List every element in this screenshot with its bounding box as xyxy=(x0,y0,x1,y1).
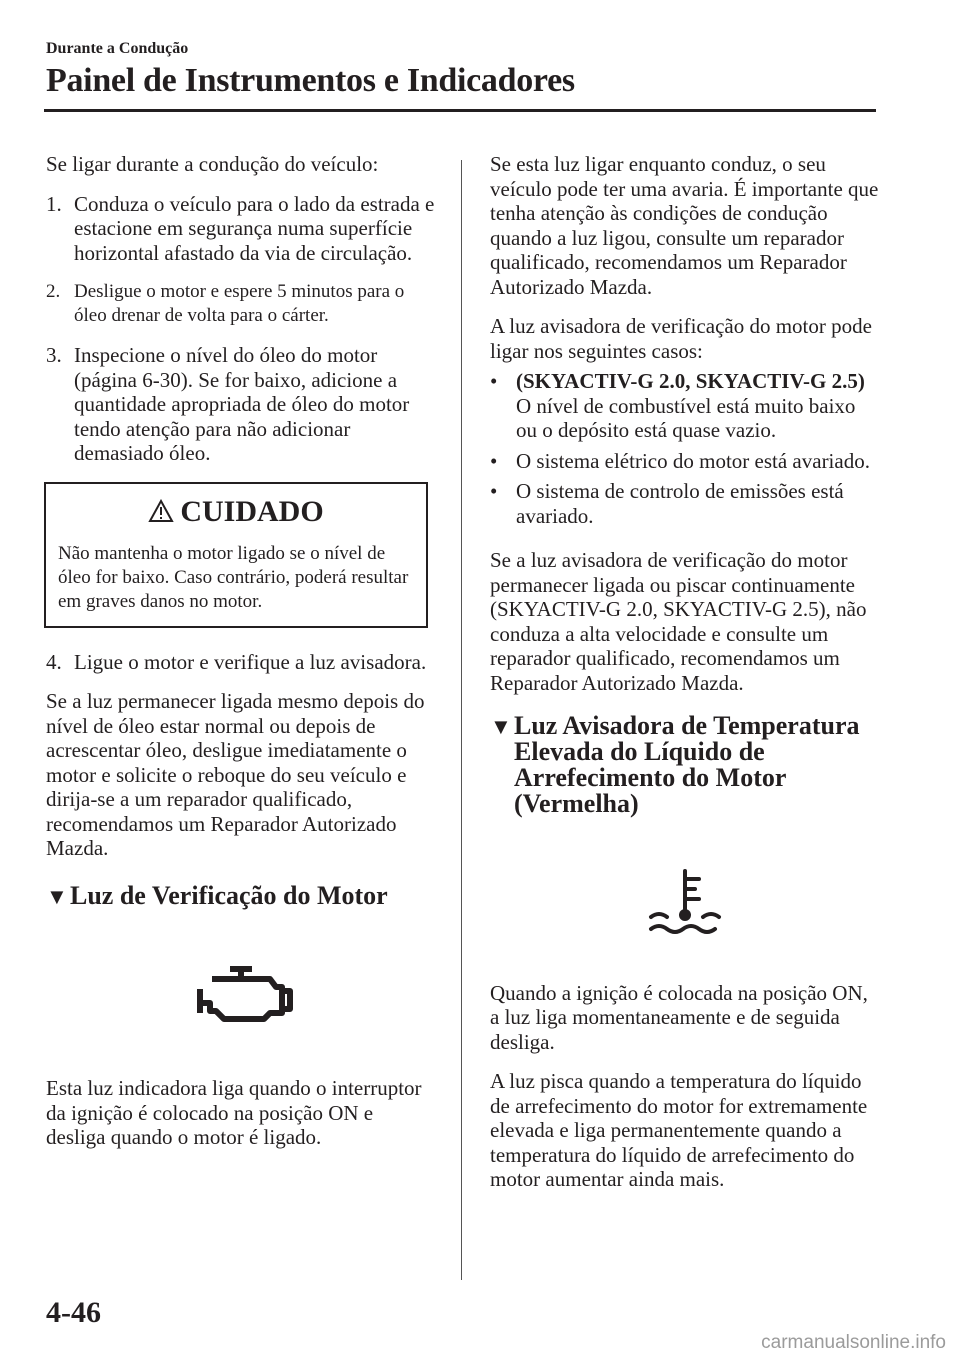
right-paragraph-2: A luz avisadora de verificação do motor pode ligar nos seguintes casos: xyxy=(490,314,872,363)
step-number: 4. xyxy=(46,649,62,674)
bullet-dot-icon: • xyxy=(490,448,498,473)
right-column xyxy=(490,152,880,1207)
triangle-bullet-icon: ▼ xyxy=(490,714,512,739)
step-text: Inspecione o nível do óleo do motor (página 6-30). Se for baixo, adicione a quantidade apropriada de óleo do motor tendo atenção para não adicionar demasiado óleo. xyxy=(74,343,410,465)
cases-list xyxy=(490,369,880,528)
left-column xyxy=(46,152,436,1165)
check-engine-icon xyxy=(186,961,296,1025)
list-item-text: O sistema elétrico do motor está avariado. xyxy=(516,448,870,473)
bullet-dot-icon: • xyxy=(490,369,498,393)
step-text: Desligue o motor e espere 5 minutos para o óleo drenar de volta para o cárter. xyxy=(74,281,405,326)
intro-text: Se ligar durante a condução do veículo: xyxy=(46,152,379,176)
coolant-heading-text: Luz Avisadora de Temperatura Elevada do Líquido de Arrefecimento do Motor (Vermelha) xyxy=(514,711,860,818)
list-item xyxy=(490,479,880,528)
step-number: 3. xyxy=(46,343,62,367)
bullet-dot-icon: • xyxy=(490,479,498,503)
engine-check-heading-text: Luz de Verificação do Motor xyxy=(70,880,388,910)
step-number: 2. xyxy=(46,281,61,302)
right-paragraph-4: Quando a ignição é colocada na posição ON, a luz liga momentaneamente e de seguida desliga. xyxy=(490,980,868,1054)
list-item-text: O nível de combustível está muito baixo ou o depósito está quase vazio. xyxy=(516,393,856,442)
right-paragraph-3: Se a luz avisadora de verificação do motor permanecer ligada ou piscar continuamente (SKYACTIV-G 2.0, SKYACTIV-G 2.5), não conduza a alta velocidade e consulte um reparador qualificado, recomendamos um Reparador Autorizado Mazda. xyxy=(490,548,867,695)
engine-icon-wrap xyxy=(46,961,436,1031)
list-item xyxy=(490,369,880,443)
step-text: Ligue o motor e verifique a luz avisadora. xyxy=(74,649,427,674)
step-number: 1. xyxy=(46,191,62,216)
right-paragraph-1: Se esta luz ligar enquanto conduz, o seu veículo pode ter uma avaria. É importante que tenha atenção às condições de condução quando a luz ligou, consulte um reparador qualificado, recomendamos um Reparador Autorizado Mazda. xyxy=(490,152,879,299)
step-text: Conduza o veículo para o lado da estrada e estacione em segurança numa superfície horizontal afastado da via de circulação. xyxy=(74,191,435,265)
after-step-paragraph: Se a luz permanecer ligada mesmo depois do nível de óleo estar normal ou depois de acrescentar óleo, desligue imediatamente o motor e solicite o reboque do seu veículo e dirija-se a um reparador qualificado, recomendamos um Reparador Autorizado Mazda. xyxy=(46,689,425,860)
caution-text: Não mantenha o motor ligado se o nível de óleo for baixo. Caso contrário, poderá resultar em graves danos no motor. xyxy=(58,542,409,612)
section-label: Durante a Condução xyxy=(46,40,189,57)
triangle-bullet-icon: ▼ xyxy=(46,883,68,909)
watermark: carmanualsonline.info xyxy=(761,1332,946,1353)
coolant-temperature-icon xyxy=(645,867,725,935)
list-item xyxy=(490,449,880,474)
list-item-text: O sistema de controlo de emissões está avariado. xyxy=(516,479,844,528)
page-title: Painel de Instrumentos e Indicadores xyxy=(46,62,575,99)
page-number: 4-46 xyxy=(46,1296,101,1329)
step-3 xyxy=(46,343,436,466)
engine-check-heading xyxy=(46,880,436,910)
list-item-bold: (SKYACTIV-G 2.0, SKYACTIV-G 2.5) xyxy=(516,369,865,393)
right-paragraph-5: A luz pisca quando a temperatura do líquido de arrefecimento do motor for extremamente elevada e liga permanentemente quando a temperatura do líquido de arrefecimento do motor aumentar ainda mais. xyxy=(490,1069,868,1191)
step-2 xyxy=(46,280,436,328)
caution-title: CUIDADO xyxy=(180,494,324,528)
coolant-icon-wrap xyxy=(490,867,880,941)
step-4 xyxy=(46,650,436,675)
coolant-heading xyxy=(490,713,880,817)
engine-check-paragraph: Esta luz indicadora liga quando o interruptor da ignição é colocado na posição ON e desliga quando o motor é ligado. xyxy=(46,1076,422,1149)
caution-box xyxy=(44,482,428,628)
column-divider xyxy=(461,160,462,1280)
caution-heading xyxy=(58,492,414,532)
title-rule xyxy=(44,109,876,112)
warning-triangle-icon xyxy=(148,499,174,523)
step-1 xyxy=(46,192,436,266)
